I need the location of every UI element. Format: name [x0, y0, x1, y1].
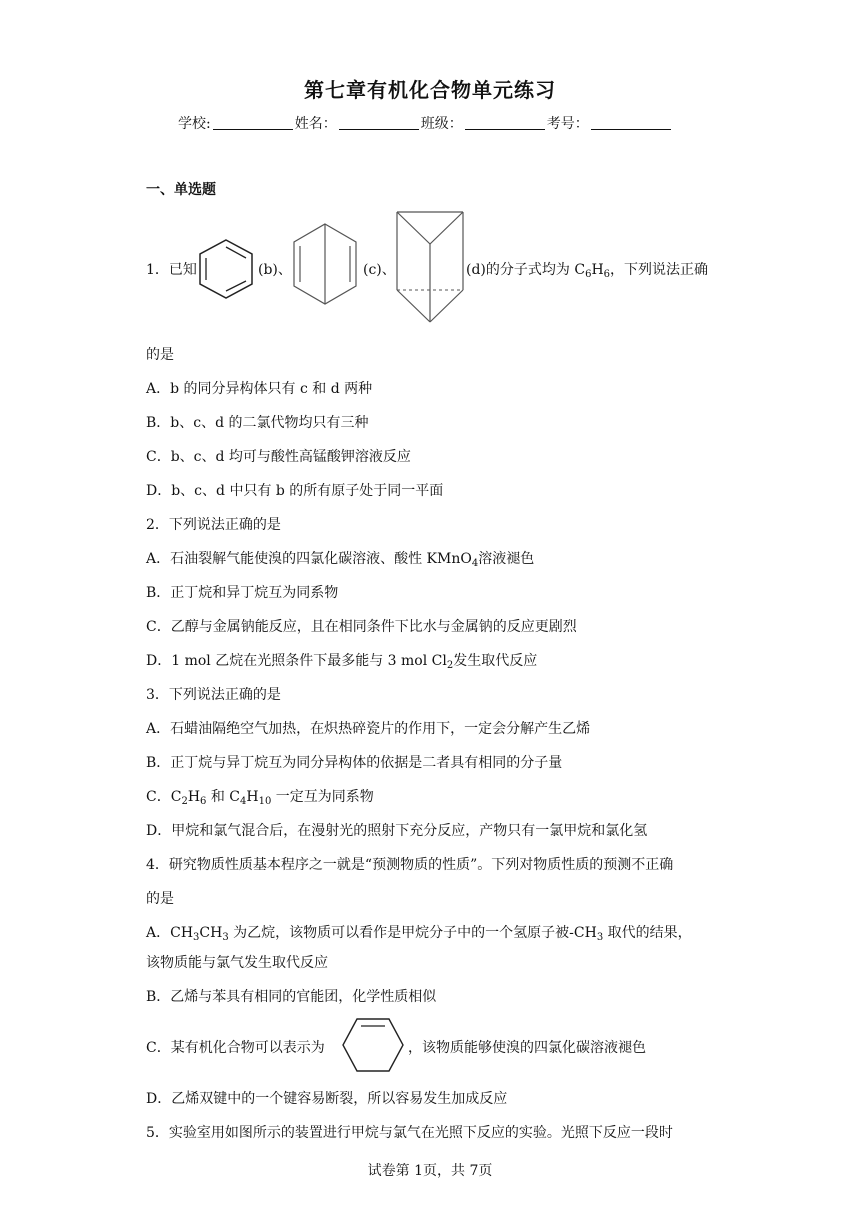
- q1-option-b: B．b、c、d 的二氯代物均只有三种: [146, 415, 369, 431]
- q4-a-sub: 3: [596, 932, 604, 943]
- q1-c-label: (c)、: [363, 262, 396, 278]
- id-label: 考号：: [546, 116, 589, 132]
- q2-option-d: [146, 650, 537, 670]
- q3-stem: 3．下列说法正确的是: [146, 687, 281, 703]
- q2-d-post: 发生取代反应: [453, 653, 538, 669]
- q4-option-a: [146, 922, 692, 942]
- q1-h: H: [591, 262, 604, 278]
- school-blank: [213, 115, 293, 130]
- q5-stem: 5．实验室用如图所示的装置进行甲烷与氯气在光照下反应的实验。光照下反应一段时: [146, 1125, 673, 1141]
- q3-c-sub: 10: [258, 796, 272, 807]
- q3-option-c: [146, 786, 374, 806]
- q3-c-text: C．C: [146, 789, 182, 805]
- benzene-structure-b: [196, 236, 256, 302]
- q2-a-post: 溶液褪色: [478, 551, 535, 567]
- q1-option-c: C．b、c、d 均可与酸性高锰酸钾溶液反应: [146, 449, 411, 465]
- q1-d-pre: (d)的分子式均为 C: [466, 262, 586, 278]
- q2-d-pre: D．1 mol 乙烷在光照条件下最多能与 3 mol Cl: [146, 653, 447, 669]
- section-title: 一、单选题: [146, 182, 216, 198]
- q1-formula-line: [466, 259, 708, 279]
- page-footer: 试卷第 1页，共 7页: [367, 1163, 493, 1179]
- q3-c-sub: 4: [240, 796, 247, 807]
- q1-option-a: A．b 的同分异构体只有 c 和 d 两种: [146, 381, 373, 397]
- q3-option-b: B．正丁烷与异丁烷互为同分异构体的依据是二者具有相同的分子量: [146, 755, 563, 771]
- q3-c-sub: 2: [181, 796, 188, 807]
- q4-a-text: A．CH: [146, 925, 194, 941]
- student-info-line: [178, 113, 673, 133]
- q4-a-sub: 3: [222, 932, 229, 943]
- q1-stem-cont: 的是: [146, 347, 174, 363]
- q1-option-d: D．b、c、d 中只有 b 的所有原子处于同一平面: [146, 483, 444, 499]
- q2-d-sub: 2: [446, 660, 454, 671]
- cyclohexene-structure: [340, 1016, 406, 1074]
- name-label: 姓名：: [294, 116, 337, 132]
- page-title: 第七章有机化合物单元练习: [304, 78, 556, 102]
- q2-option-b: B．正丁烷和异丁烷互为同系物: [146, 585, 339, 601]
- q4-a-text: 取代的结果，: [603, 925, 692, 941]
- q3-option-a: A．石蜡油隔绝空气加热，在炽热碎瓷片的作用下，一定会分解产生乙烯: [146, 721, 591, 737]
- id-blank: [591, 115, 671, 130]
- q1-b-label: (b)、: [258, 262, 292, 278]
- q1-d-post: ，下列说法正确: [610, 262, 709, 278]
- name-blank: [339, 115, 419, 130]
- q2-option-a: [146, 548, 534, 568]
- school-label: 学校:: [178, 116, 211, 132]
- class-blank: [465, 115, 545, 130]
- q4-option-d: D．乙烯双键中的一个键容易断裂，所以容易发生加成反应: [146, 1091, 508, 1107]
- class-label: 班级：: [420, 116, 463, 132]
- q4-stem-cont: 的是: [146, 891, 174, 907]
- q3-option-d: D．甲烷和氯气混合后，在漫射光的照射下充分反应，产物只有一氯甲烷和氯化氢: [146, 823, 648, 839]
- q3-c-text: 一定互为同系物: [271, 789, 374, 805]
- q4-option-b: B．乙烯与苯具有相同的官能团，化学性质相似: [146, 989, 437, 1005]
- q4-option-c-pre: C．某有机化合物可以表示为: [146, 1040, 325, 1056]
- q2-a-sub: 4: [471, 558, 479, 569]
- q3-c-text: 和 C: [206, 789, 241, 805]
- dewar-benzene-structure-c: [290, 220, 360, 310]
- q3-c-sub: 6: [200, 796, 207, 807]
- q1-sub: 6: [603, 269, 611, 280]
- q4-option-a-cont: 该物质能与氯气发生取代反应: [146, 955, 328, 971]
- q3-c-text: H: [187, 789, 201, 805]
- q2-stem: 2．下列说法正确的是: [146, 517, 281, 533]
- q2-option-c: C．乙醇与金属钠能反应，且在相同条件下比水与金属钠的反应更剧烈: [146, 619, 577, 635]
- q4-option-c-post: ，该物质能够使溴的四氯化碳溶液褪色: [408, 1040, 646, 1056]
- q1-sub: 6: [585, 269, 592, 280]
- q4-stem: 4．研究物质性质基本程序之一就是“预测物质的性质”。下列对物质性质的预测不正确: [146, 857, 674, 873]
- prismane-structure-d: [394, 208, 466, 326]
- q2-a-pre: A．石油裂解气能使溴的四氯化碳溶液、酸性 KMnO: [146, 551, 472, 567]
- q4-a-text: 为乙烷，该物质可以看作是甲烷分子中的一个氢原子被-CH: [228, 925, 597, 941]
- q4-a-sub: 3: [193, 932, 200, 943]
- q4-a-text: CH: [199, 925, 223, 941]
- q3-c-text: H: [246, 789, 259, 805]
- q1-prefix: 1．已知: [146, 262, 197, 278]
